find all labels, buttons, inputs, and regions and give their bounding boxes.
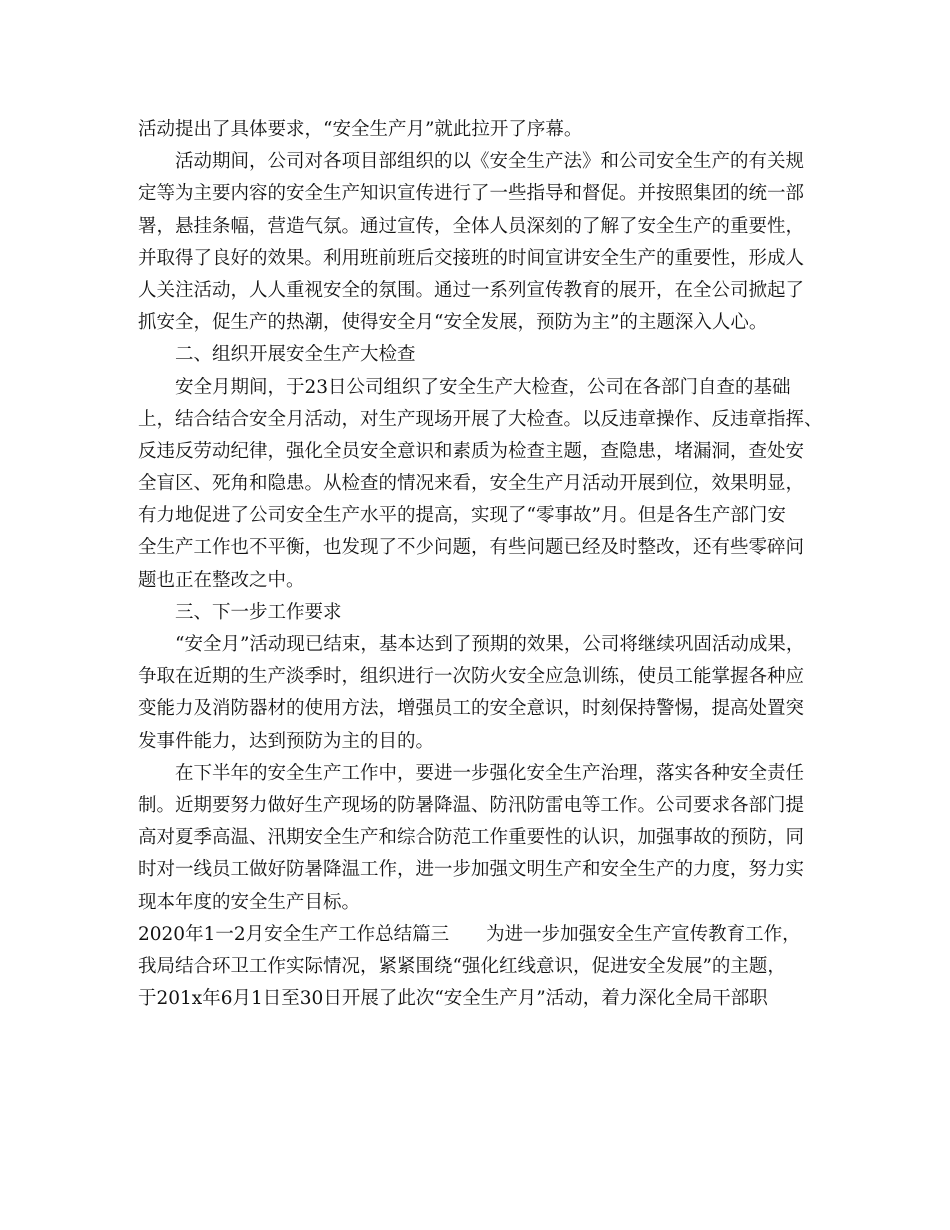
text-line: 全盲区、死角和隐患。从检查的情况来看，安全生产月活动开展到位，效果明显， bbox=[138, 473, 805, 495]
text-line: 我局结合环卫工作实际情况，紧紧围绕“强化红线意识，促进安全发展”的主题， bbox=[138, 955, 786, 977]
document-body bbox=[138, 114, 823, 1015]
text-line: 活动期间，公司对各项目部组织的以《安全生产法》和公司安全生产的有关规 bbox=[175, 151, 805, 173]
text-line: 定等为主要内容的安全生产知识宣传进行了一些指导和督促。并按照集团的统一部 bbox=[138, 183, 805, 205]
text-line: 在下半年的安全生产工作中，要进一步强化安全生产治理，落实各种安全责任 bbox=[175, 762, 805, 784]
text-line: 发事件能力，达到预防为主的目的。 bbox=[138, 730, 435, 752]
text-line: 人关注活动，人人重视安全的氛围。通过一系列宣传教育的展开，在全公司掀起了 bbox=[138, 279, 805, 301]
text-line: 安全月期间，于23日公司组织了安全生产大检查，公司在各部门自查的基础 bbox=[175, 376, 791, 398]
text-line: 2020年1一2月安全生产工作总结篇三 为进一步加强安全生产宣传教育工作， bbox=[138, 923, 801, 945]
text-line: 并取得了良好的效果。利用班前班后交接班的时间宣讲安全生产的重要性，形成人 bbox=[138, 247, 805, 269]
text-line: 于201x年6月1日至30日开展了此次“安全生产月”活动，着力深化全局干部职 bbox=[138, 988, 768, 1010]
text-line: 反违反劳动纪律，强化全员安全意识和素质为检查主题，查隐患，堵漏洞，查处安 bbox=[138, 440, 805, 462]
text-line: 制。近期要努力做好生产现场的防暑降温、防汛防雷电等工作。公司要求各部门提 bbox=[138, 794, 805, 816]
text-line: 三、下一步工作要求 bbox=[175, 601, 342, 623]
text-line: 现本年度的安全生产目标。 bbox=[138, 891, 361, 913]
text-line: 抓安全，促生产的热潮，使得安全月“安全发展，预防为主”的主题深入人心。 bbox=[138, 312, 768, 334]
text-line: 署，悬挂条幅，营造气氛。通过宣传，全体人员深刻的了解了安全生产的重要性， bbox=[138, 215, 805, 237]
text-line: 时对一线员工做好防暑降温工作，进一步加强文明生产和安全生产的力度，努力实 bbox=[138, 859, 805, 881]
text-line: 上，结合结合安全月活动，对生产现场开展了大检查。以反违章操作、反违章指挥、 bbox=[138, 408, 823, 430]
text-line: 二、组织开展安全生产大检查 bbox=[175, 344, 416, 366]
text-line: 变能力及消防器材的使用方法，增强员工的安全意识，时刻保持警惕，提高处置突 bbox=[138, 698, 805, 720]
text-line: 有力地促进了公司安全生产水平的提高，实现了“零事故”月。但是各生产部门安 bbox=[138, 505, 786, 527]
text-line: 争取在近期的生产淡季时，组织进行一次防火安全应急训练，使员工能掌握各种应 bbox=[138, 666, 805, 688]
text-line: 活动提出了具体要求，“安全生产月”就此拉开了序幕。 bbox=[138, 119, 583, 140]
text-line: 全生产工作也不平衡，也发现了不少问题，有些问题已经及时整改，还有些零碎问 bbox=[138, 537, 805, 559]
text-line: “安全月”活动现已结束，基本达到了预期的效果，公司将继续巩固活动成果， bbox=[175, 634, 805, 655]
text-line: 高对夏季高温、汛期安全生产和综合防范工作重要性的认识，加强事故的预防，同 bbox=[138, 827, 805, 849]
text-line: 题也正在整改之中。 bbox=[138, 569, 305, 591]
